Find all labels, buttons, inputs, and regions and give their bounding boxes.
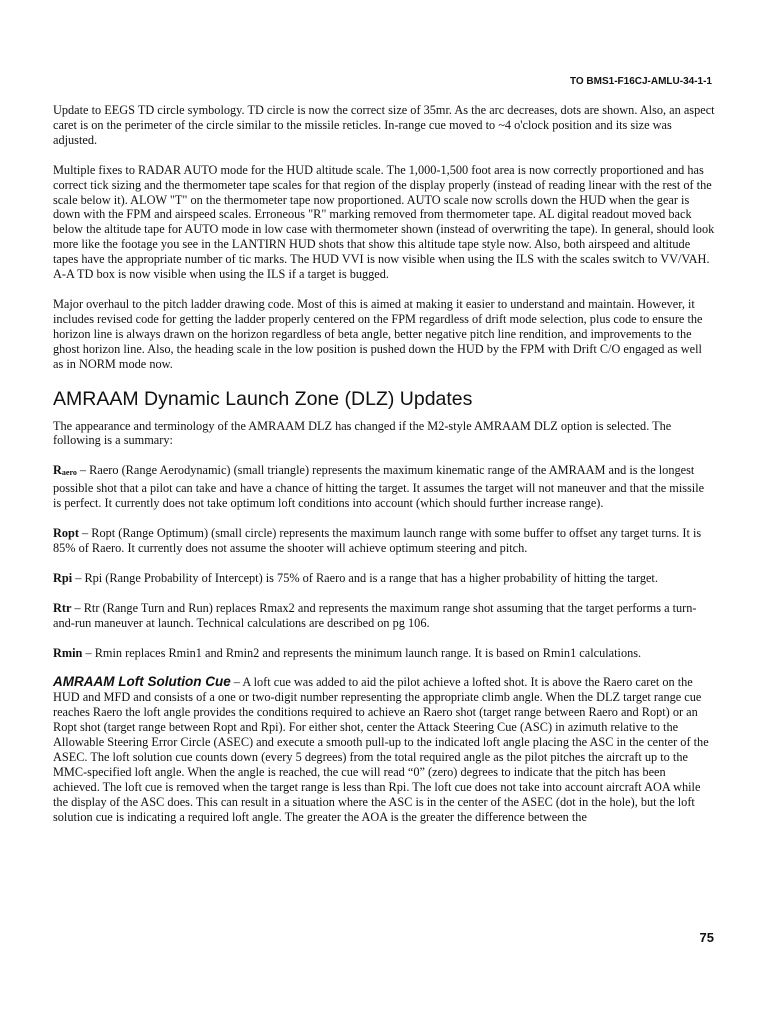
term-rpi-label: Rpi <box>53 570 73 585</box>
term-raero-label-sub: aero <box>61 468 77 478</box>
term-ropt-text: – Ropt (Range Optimum) (small circle) represents the maximum launch range with some buffer to offset any target turns. It is 85% of Raero. It currently does not assume the shooter will achieve optimum steering and pitch. <box>53 526 702 555</box>
term-rtr <box>53 601 715 631</box>
section-heading: AMRAAM Dynamic Launch Zone (DLZ) Updates <box>53 387 473 410</box>
paragraph-pitch-ladder: Major overhaul to the pitch ladder drawing code. Most of this is aimed at making it easier to understand and maintain. However, it includes revised code for getting the ladder properly centered on the FPM regardless of drift mode selection, plus code to ensure the horizon line is always drawn on the horizon regardless of beta angle, better negative pitch line rendition, and improvements to the ghost horizon line. Also, the heading scale in the low position is pushed down the HUD by the FPM with Drift C/O engaged as well as in NORM mode now. <box>53 296 703 371</box>
term-rpi-text: – Rpi (Range Probability of Intercept) is 75% of Raero and is a range that has a higher probability of hitting the target. <box>72 570 658 585</box>
document-id: TO BMS1-F16CJ-AMLU-34-1-1 <box>569 76 712 87</box>
loft-solution-paragraph <box>53 675 715 824</box>
term-rmin <box>53 646 715 661</box>
term-ropt-label: Ropt <box>53 526 79 541</box>
term-raero-label <box>53 463 77 477</box>
term-rmin-label: Rmin <box>53 645 83 660</box>
term-rtr-text: – Rtr (Range Turn and Run) replaces Rmax2 and represents the maximum range shot assuming that the target performs a turn-and-run maneuver at launch. Technical calculations are described on pg 106. <box>53 600 697 630</box>
page-content <box>53 103 715 840</box>
paragraph-radar-auto: Multiple fixes to RADAR AUTO mode for the HUD altitude scale. The 1,000-1,500 foot area is now correctly proportioned and has correct tick sizing and the thermometer tape scales for that region of the display properly (instead of reading linear with the rest of the scale below it). ALOW "T" on the thermometer tape now proportioned. AUTO scale now scrolls down the HUD when the gear is down with the FPM and airspeed scales. Erroneous "R" marking removed from thermometer tape. AL digital readout moved back below the altitude tape for AUTO mode in low case with thermometer shown (instead of overwriting the tape). In general, should look more like the footage you see in the LANTIRN HUD shots that show this altitude tape style now. Also, both airspeed and altitude tapes have the appropriate number of tic marks. The HUD VVI is now visible when using the ILS with the scales switch to VV/VAH. A-A TD box is now visible when using the ILS if a target is bugged. <box>53 162 715 282</box>
term-raero-label-main: R <box>53 463 62 478</box>
page-number: 75 <box>699 930 714 945</box>
term-rtr-label: Rtr <box>53 600 72 615</box>
term-ropt <box>53 526 715 556</box>
term-rmin-text: – Rmin replaces Rmin1 and Rmin2 and represents the minimum launch range. It is based on Rmin1 calculations. <box>82 645 642 660</box>
term-raero-text: – Raero (Range Aerodynamic) (small triangle) represents the maximum kinematic range of the AMRAAM and is the longest possible shot that a pilot can take and have a chance of hitting the target. It assumes the target will not maneuver and that the missile is perfect. It currently does not take optimum loft conditions into account (which should further increase range). <box>53 463 705 511</box>
loft-solution-heading: AMRAAM Loft Solution Cue <box>53 674 231 690</box>
term-rpi <box>53 571 715 586</box>
term-raero <box>53 463 715 511</box>
loft-solution-text: – A loft cue was added to aid the pilot achieve a lofted shot. It is above the Raero caret on the HUD and MFD and consists of a one or two-digit number representing the appropriate climb angle. When the DLZ target range cue reaches Raero the loft angle provides the conditions required to achieve an Raero shot (target range between Raero and Ropt) or an Ropt shot (target range between Ropt and Rpi). For either shot, center the Attack Steering Cue (ASC) in azimuth relative to the Allowable Steering Error Circle (ASEC) and execute a smooth pull-up to the indicated loft angle placing the ASC in the center of the ASEC. The loft solution cue counts down (every 5 degrees) from the total required angle as the pilot pitches the aircraft up to the MMC-specified loft angle. When the angle is reached, the cue will read “0” (zero) degrees to indicate that the pitch has been achieved. The loft cue is removed when the target range is less than Rpi. The loft cue does not take into account aircraft AOA while the display of the ASC does. This can result in a situation where the ASC is in the center of the ASEC (dot in the hole), but the loft solution cue is indicating a required loft angle. The greater the AOA is the greater the difference between the <box>53 675 709 824</box>
paragraph-eegs-td-circle: Update to EEGS TD circle symbology. TD circle is now the correct size of 35mr. As the arc decreases, dots are shown. Also, an aspect caret is on the perimeter of the circle similar to the missile reticles. In-range cue moved to ~4 o'clock position and its size was adjusted. <box>53 103 715 147</box>
section-intro: The appearance and terminology of the AMRAAM DLZ has changed if the M2-style AMRAAM DLZ option is selected. The following is a summary: <box>53 418 672 448</box>
